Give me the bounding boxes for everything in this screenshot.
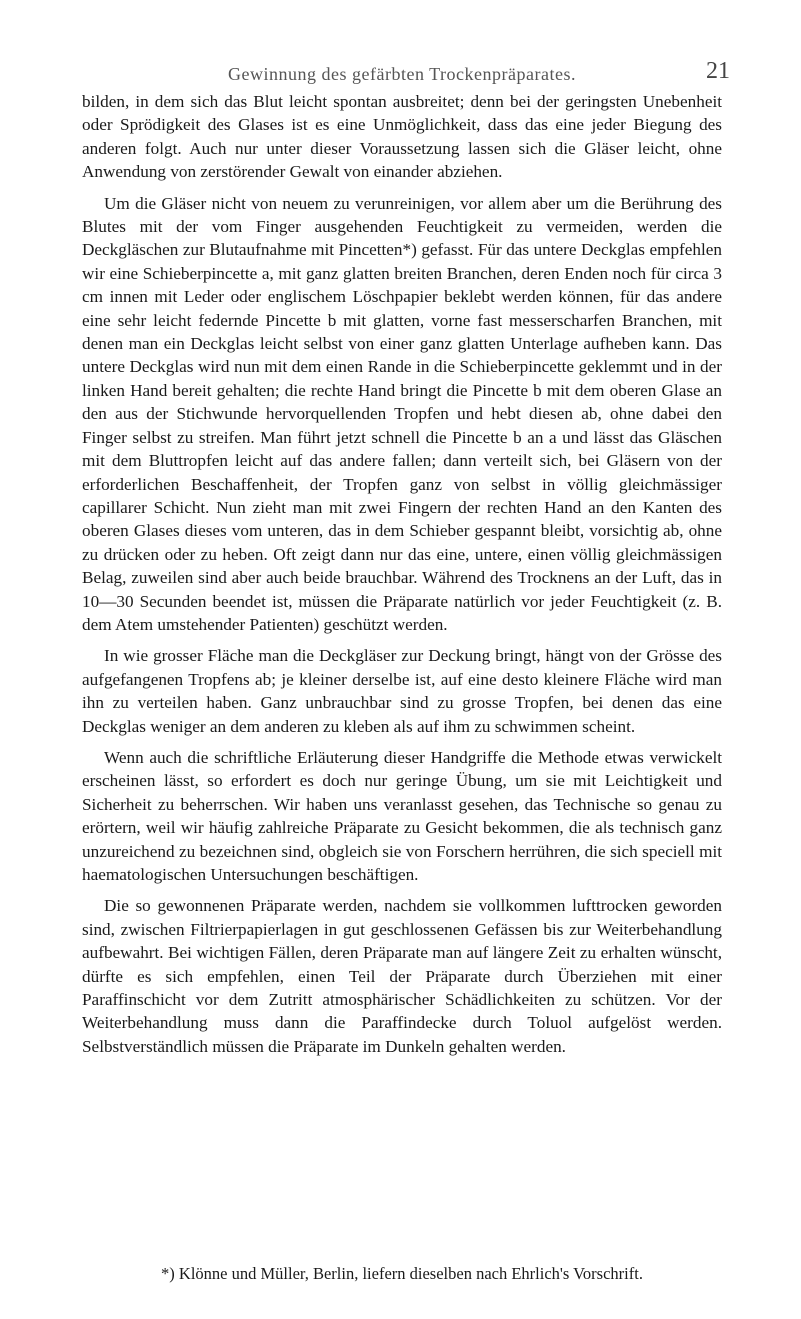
- paragraph-drop-size: In wie grosser Fläche man die Deckgläser zur Deckung bringt, hängt von der Grösse des aufgefangenen Tropfens ab; je kleiner derselbe ist, auf eine desto kleinere Fläche wird man ihn zu verteilen haben. Ganz unbrauchbar sind zu grosse Tropfen, bei denen das eine Deckglas weniger an dem anderen zu kleben als auf ihm zu schwimmen scheint.: [82, 646, 722, 736]
- body-text: [82, 90, 722, 1058]
- page-header: [82, 58, 730, 88]
- paragraph-technique-note: Wenn auch die schriftliche Erläuterung dieser Handgriffe die Methode etwas verwickelt erscheinen lässt, so erfordert es doch nur geringe Übung, um sie mit Leichtigkeit und Sicherheit zu beherrschen. Wir haben uns veranlasst gesehen, das Technische so genau zu erörtern, weil wir häufig zahlreiche Präparate zu Gesicht bekommen, die als technisch ganz unzureichend zu bezeichnen sind, obgleich sie von Forschern herrühren, die sich speciell mit haematologischen Untersuchungen beschäftigen.: [82, 747, 722, 884]
- running-head: Gewinnung des gefärbten Trockenpräparates.: [228, 64, 576, 84]
- page-number: 21: [706, 58, 730, 84]
- paragraph-continuation: bilden, in dem sich das Blut leicht spontan ausbreitet; denn bei der geringsten Unebenheit oder Sprödigkeit des Glases ist es eine Unmöglichkeit, dass das eine jeder Biegung des anderen folgt. Auch nur unter dieser Voraussetzung lassen sich die Gläser leicht, ohne Anwendung von zerstörender Gewalt von einander abziehen.: [82, 92, 722, 182]
- footnote: *) Klönne und Müller, Berlin, liefern dieselben nach Ehrlich's Vorschrift.: [161, 1264, 643, 1283]
- paragraph-storage: Die so gewonnenen Präparate werden, nachdem sie vollkommen lufttrocken geworden sind, zwischen Filtrierpapierlagen in gut geschlossenen Gefässen bis zur Weiterbehandlung aufbewahrt. Bei wichtigen Fällen, deren Präparate man auf längere Zeit zu erhalten wünscht, dürfte es sich empfehlen, einen Teil der Präparate durch Überziehen mit einer Paraffinschicht vor dem Zutritt atmosphärischer Schädlichkeiten zu schützen. Vor der Weiterbehandlung muss dann die Paraffindecke durch Toluol aufgelöst werden. Selbstverständlich müssen die Präparate im Dunkeln gehalten werden.: [82, 896, 722, 1056]
- paragraph-pincette-method: Um die Gläser nicht von neuem zu verunreinigen, vor allem aber um die Berührung des Blutes mit der vom Finger ausgehenden Feuchtigkeit zu vermeiden, werden die Deckgläschen zur Blutaufnahme mit Pincetten*) gefasst. Für das untere Deckglas empfehlen wir eine Schieberpincette a, mit ganz glatten breiten Branchen, deren Enden noch für circa 3 cm innen mit Leder oder englischem Löschpapier beklebt werden können, für das andere eine sehr leicht federnde Pincette b mit glatten, vorne fast messerscharfen Branchen, mit denen man ein Deckglas leicht selbst von einer ganz glatten Unterlage aufheben kann. Das untere Deckglas wird nun mit dem einen Rande in die Schieberpincette geklemmt und in der linken Hand bereit gehalten; die rechte Hand bringt die Pincette b mit dem oberen Glase an den aus der Stichwunde hervorquellenden Tropfen und hebt diesen ab, ohne dabei den Finger selbst zu streifen. Man führt jetzt schnell die Pincette b an a und lässt das Gläschen mit dem Bluttropfen leicht auf das andere fallen; dann verteilt sich, bei Gläsern von der erforderlichen Beschaffenheit, der Tropfen ganz von selbst in völlig gleichmässiger capillarer Schicht. Nun zieht man mit zwei Fingern der rechten Hand an den Kanten des oberen Glases dieses vom unteren, das in dem Schieber gespannt bleibt, vorsichtig ab, ohne zu drücken oder zu heben. Oft zeigt dann nur das eine, untere, einen völlig gleichmässigen Belag, zuweilen sind aber auch beide brauchbar. Während des Trocknens an der Luft, das in 10—30 Secunden beendet ist, müssen die Präparate natürlich vor jeder Feuchtigkeit (z. B. dem Atem umstehender Patienten) geschützt werden.: [82, 193, 722, 634]
